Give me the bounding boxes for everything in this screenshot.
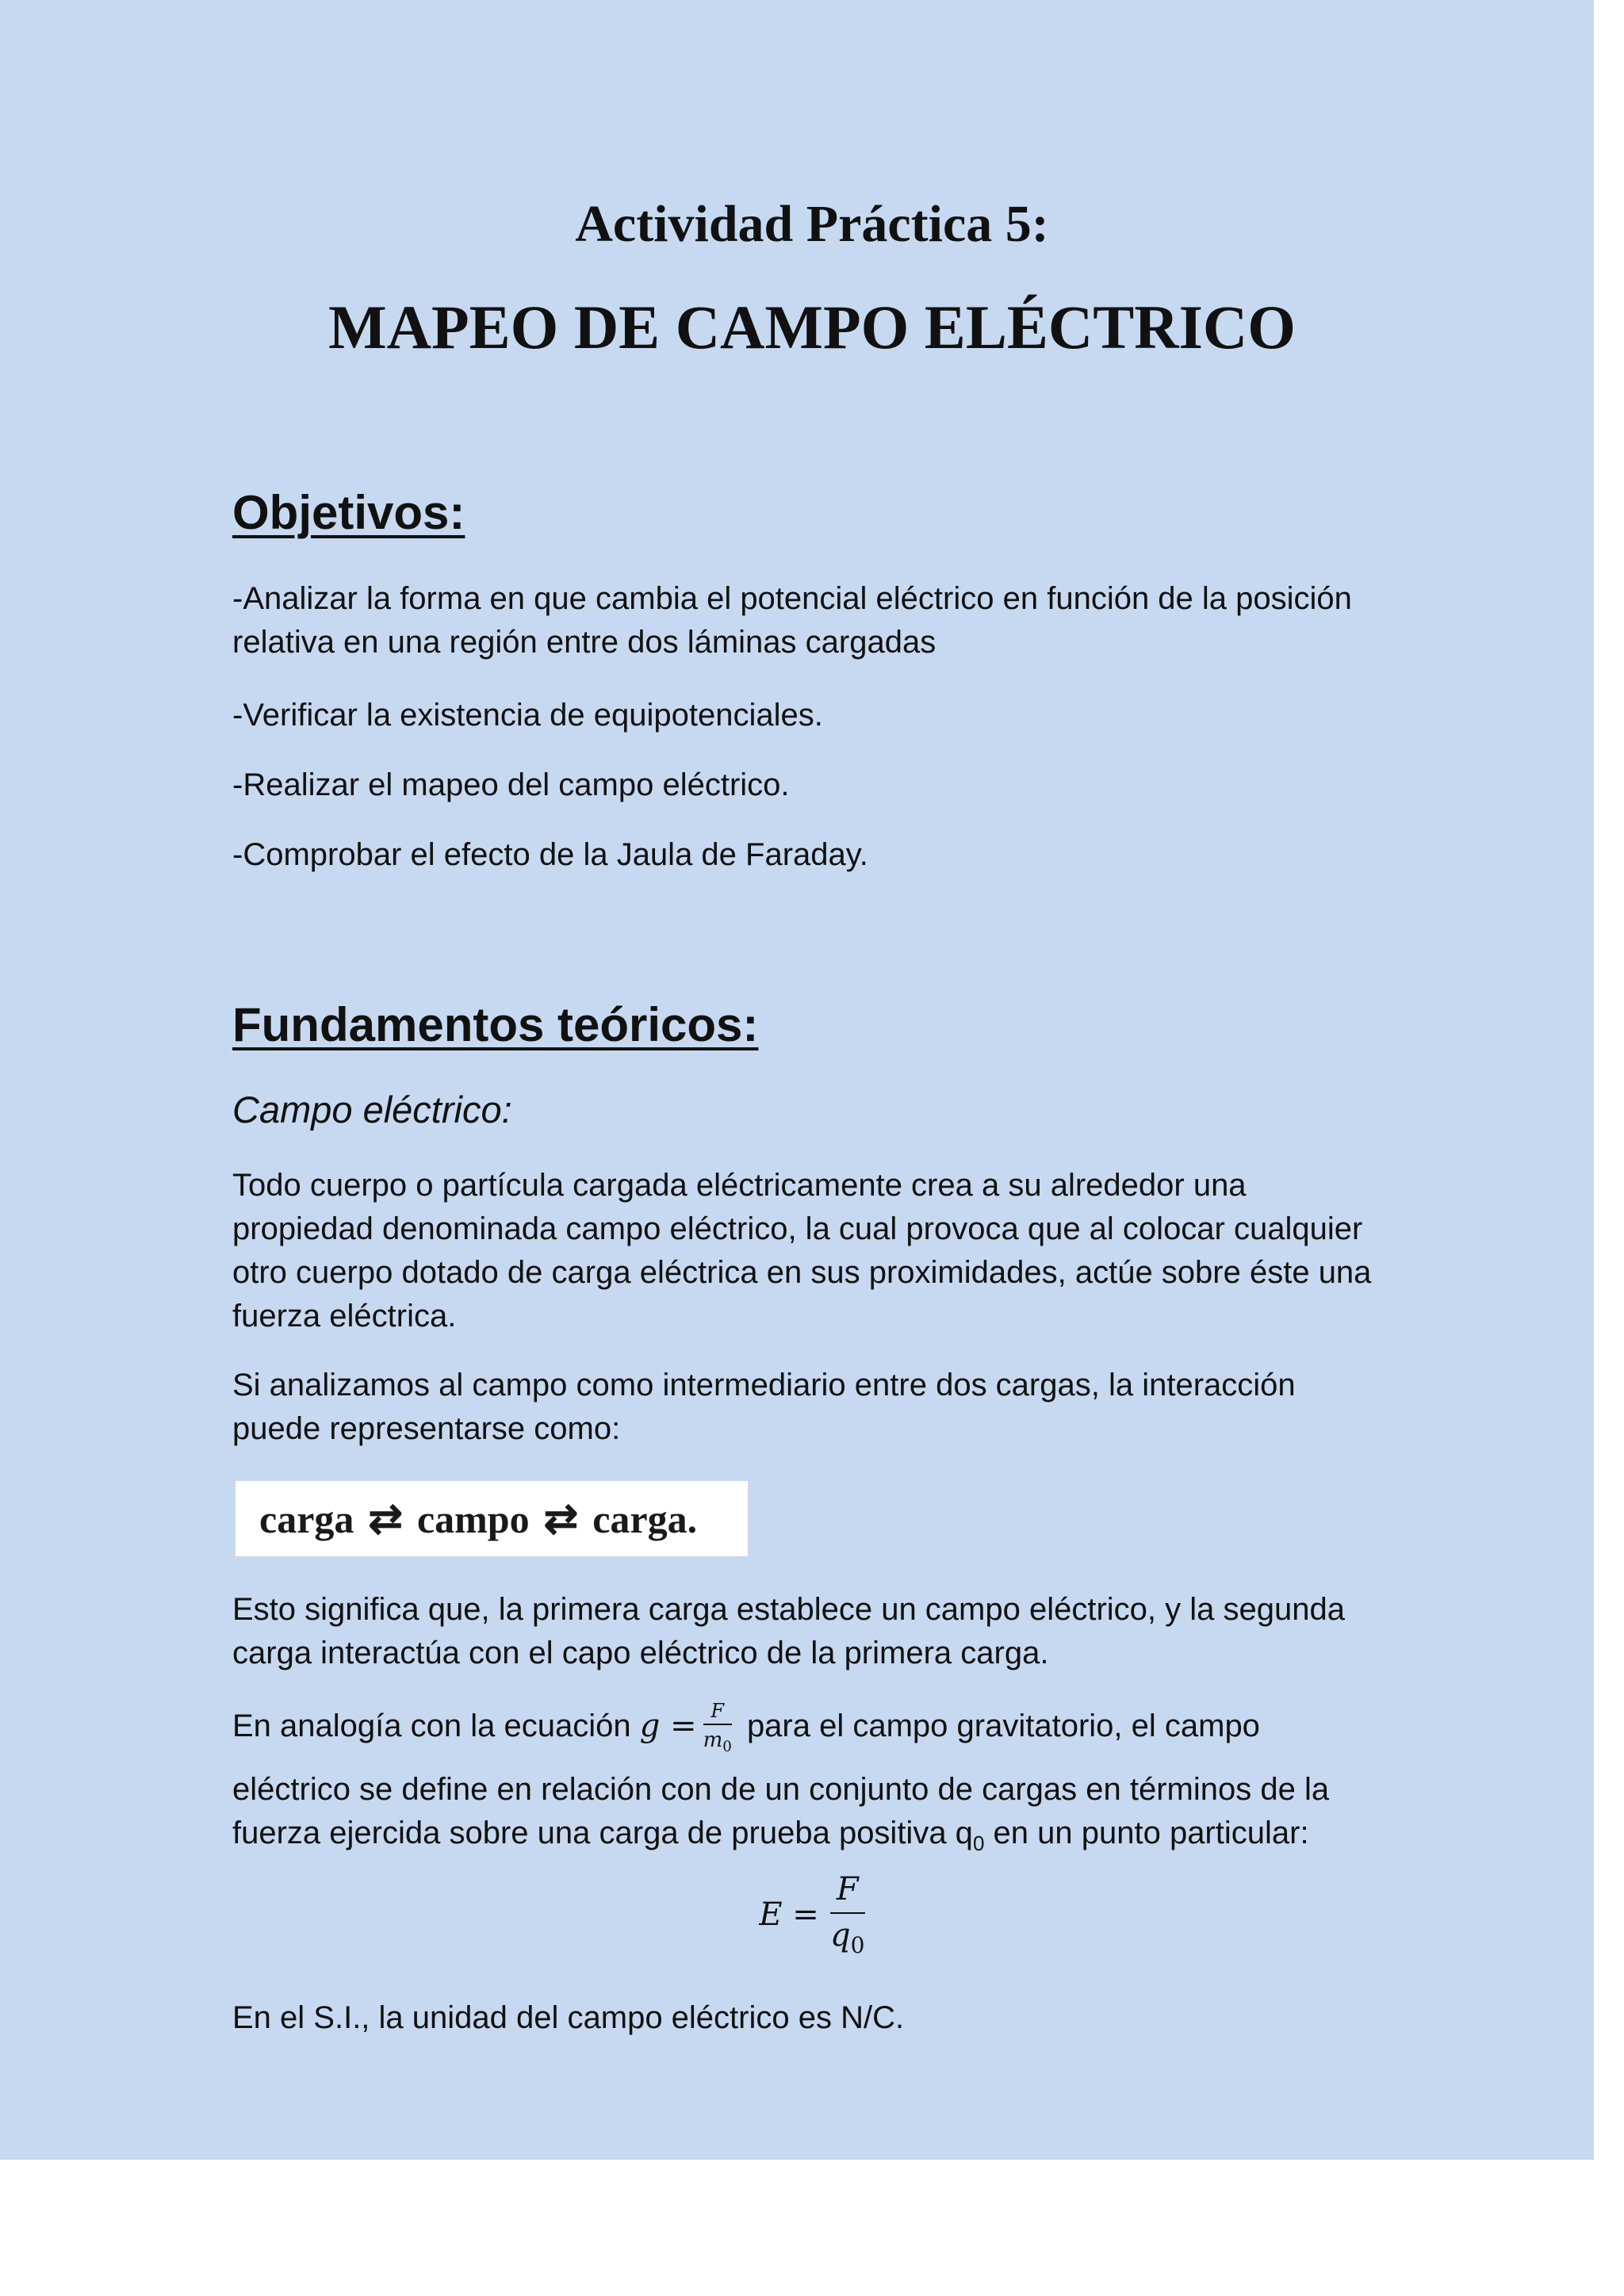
flow-charge-right: carga. [592,1496,698,1541]
equation-denominator: q [829,1917,851,1954]
gravity-equation-lhs: g = [639,1708,697,1744]
equation-lhs: E = [759,1896,819,1933]
bidirectional-arrow-icon: ⇄ [543,1496,579,1542]
paragraph-meaning: Esto significa que, la primera carga establece un campo eléctrico, y la segunda carga interactúa con el capo eléctrico de la primera carga. [232,1592,1345,1670]
equation-numerator: F [830,1871,865,1914]
paragraph-analogy [232,1698,1390,1755]
paragraph-intermediary: Si analizamos al campo como intermediario entre dos cargas, la interacción puede representarse como: [232,1368,1296,1446]
objetivo-item-2: -Verificar la existencia de equipotenciales. [232,698,823,733]
objetivo-item-1: -Analizar la forma en que cambia el potencial eléctrico en función de la posición relativa en una región entre dos láminas cargadas [232,581,1352,660]
interaction-diagram [236,1481,748,1556]
flow-field: campo [416,1496,530,1541]
campo-electrico-subheading: Campo eléctrico: [232,1089,512,1131]
objetivos-heading: Objetivos: [232,486,465,539]
objetivo-item-4: -Comprobar el efecto de la Jaula de Faraday. [232,837,868,872]
field-definition-end: en un punto particular: [984,1816,1309,1850]
gravity-numerator: F [703,1701,732,1725]
electric-field-equation [0,1871,1624,1958]
paragraph-si-unit: En el S.I., la unidad del campo eléctrico es N/C. [232,2000,905,2035]
bidirectional-arrow-icon: ⇄ [368,1496,403,1542]
gravity-equation-fraction [703,1701,732,1755]
gravity-denominator: m [703,1728,723,1752]
analogy-text-after: para el campo gravitatorio, el campo [746,1709,1260,1743]
gravity-denominator-sub: 0 [722,1738,732,1755]
test-charge-subscript: 0 [972,1831,985,1855]
field-definition-text: eléctrico se define en relación con de un conjunto de cargas en términos de la fuerza ejercida sobre una carga de prueba positiva q [232,1772,1330,1850]
equation-denominator-sub: 0 [850,1932,865,1958]
document-title: Actividad Práctica 5: [575,195,1049,253]
paragraph-field-definition [232,1768,1390,1866]
paragraph-definition: Todo cuerpo o partícula cargada eléctricamente crea a su alrededor una propiedad denominada campo eléctrico, la cual provoca que al colocar cualquier otro cuerpo dotado de carga eléctrica en sus proximidades, actúe sobre éste una fuerza eléctrica. [232,1168,1372,1334]
equation-fraction [830,1871,865,1958]
objetivo-item-3: -Realizar el mapeo del campo eléctrico. [232,767,790,802]
fundamentos-heading: Fundamentos teóricos: [232,998,759,1051]
analogy-text-before: En analogía con la ecuación [232,1709,631,1743]
flow-charge-left: carga [259,1496,354,1541]
document-subtitle: MAPEO DE CAMPO ELÉCTRICO [328,293,1296,362]
